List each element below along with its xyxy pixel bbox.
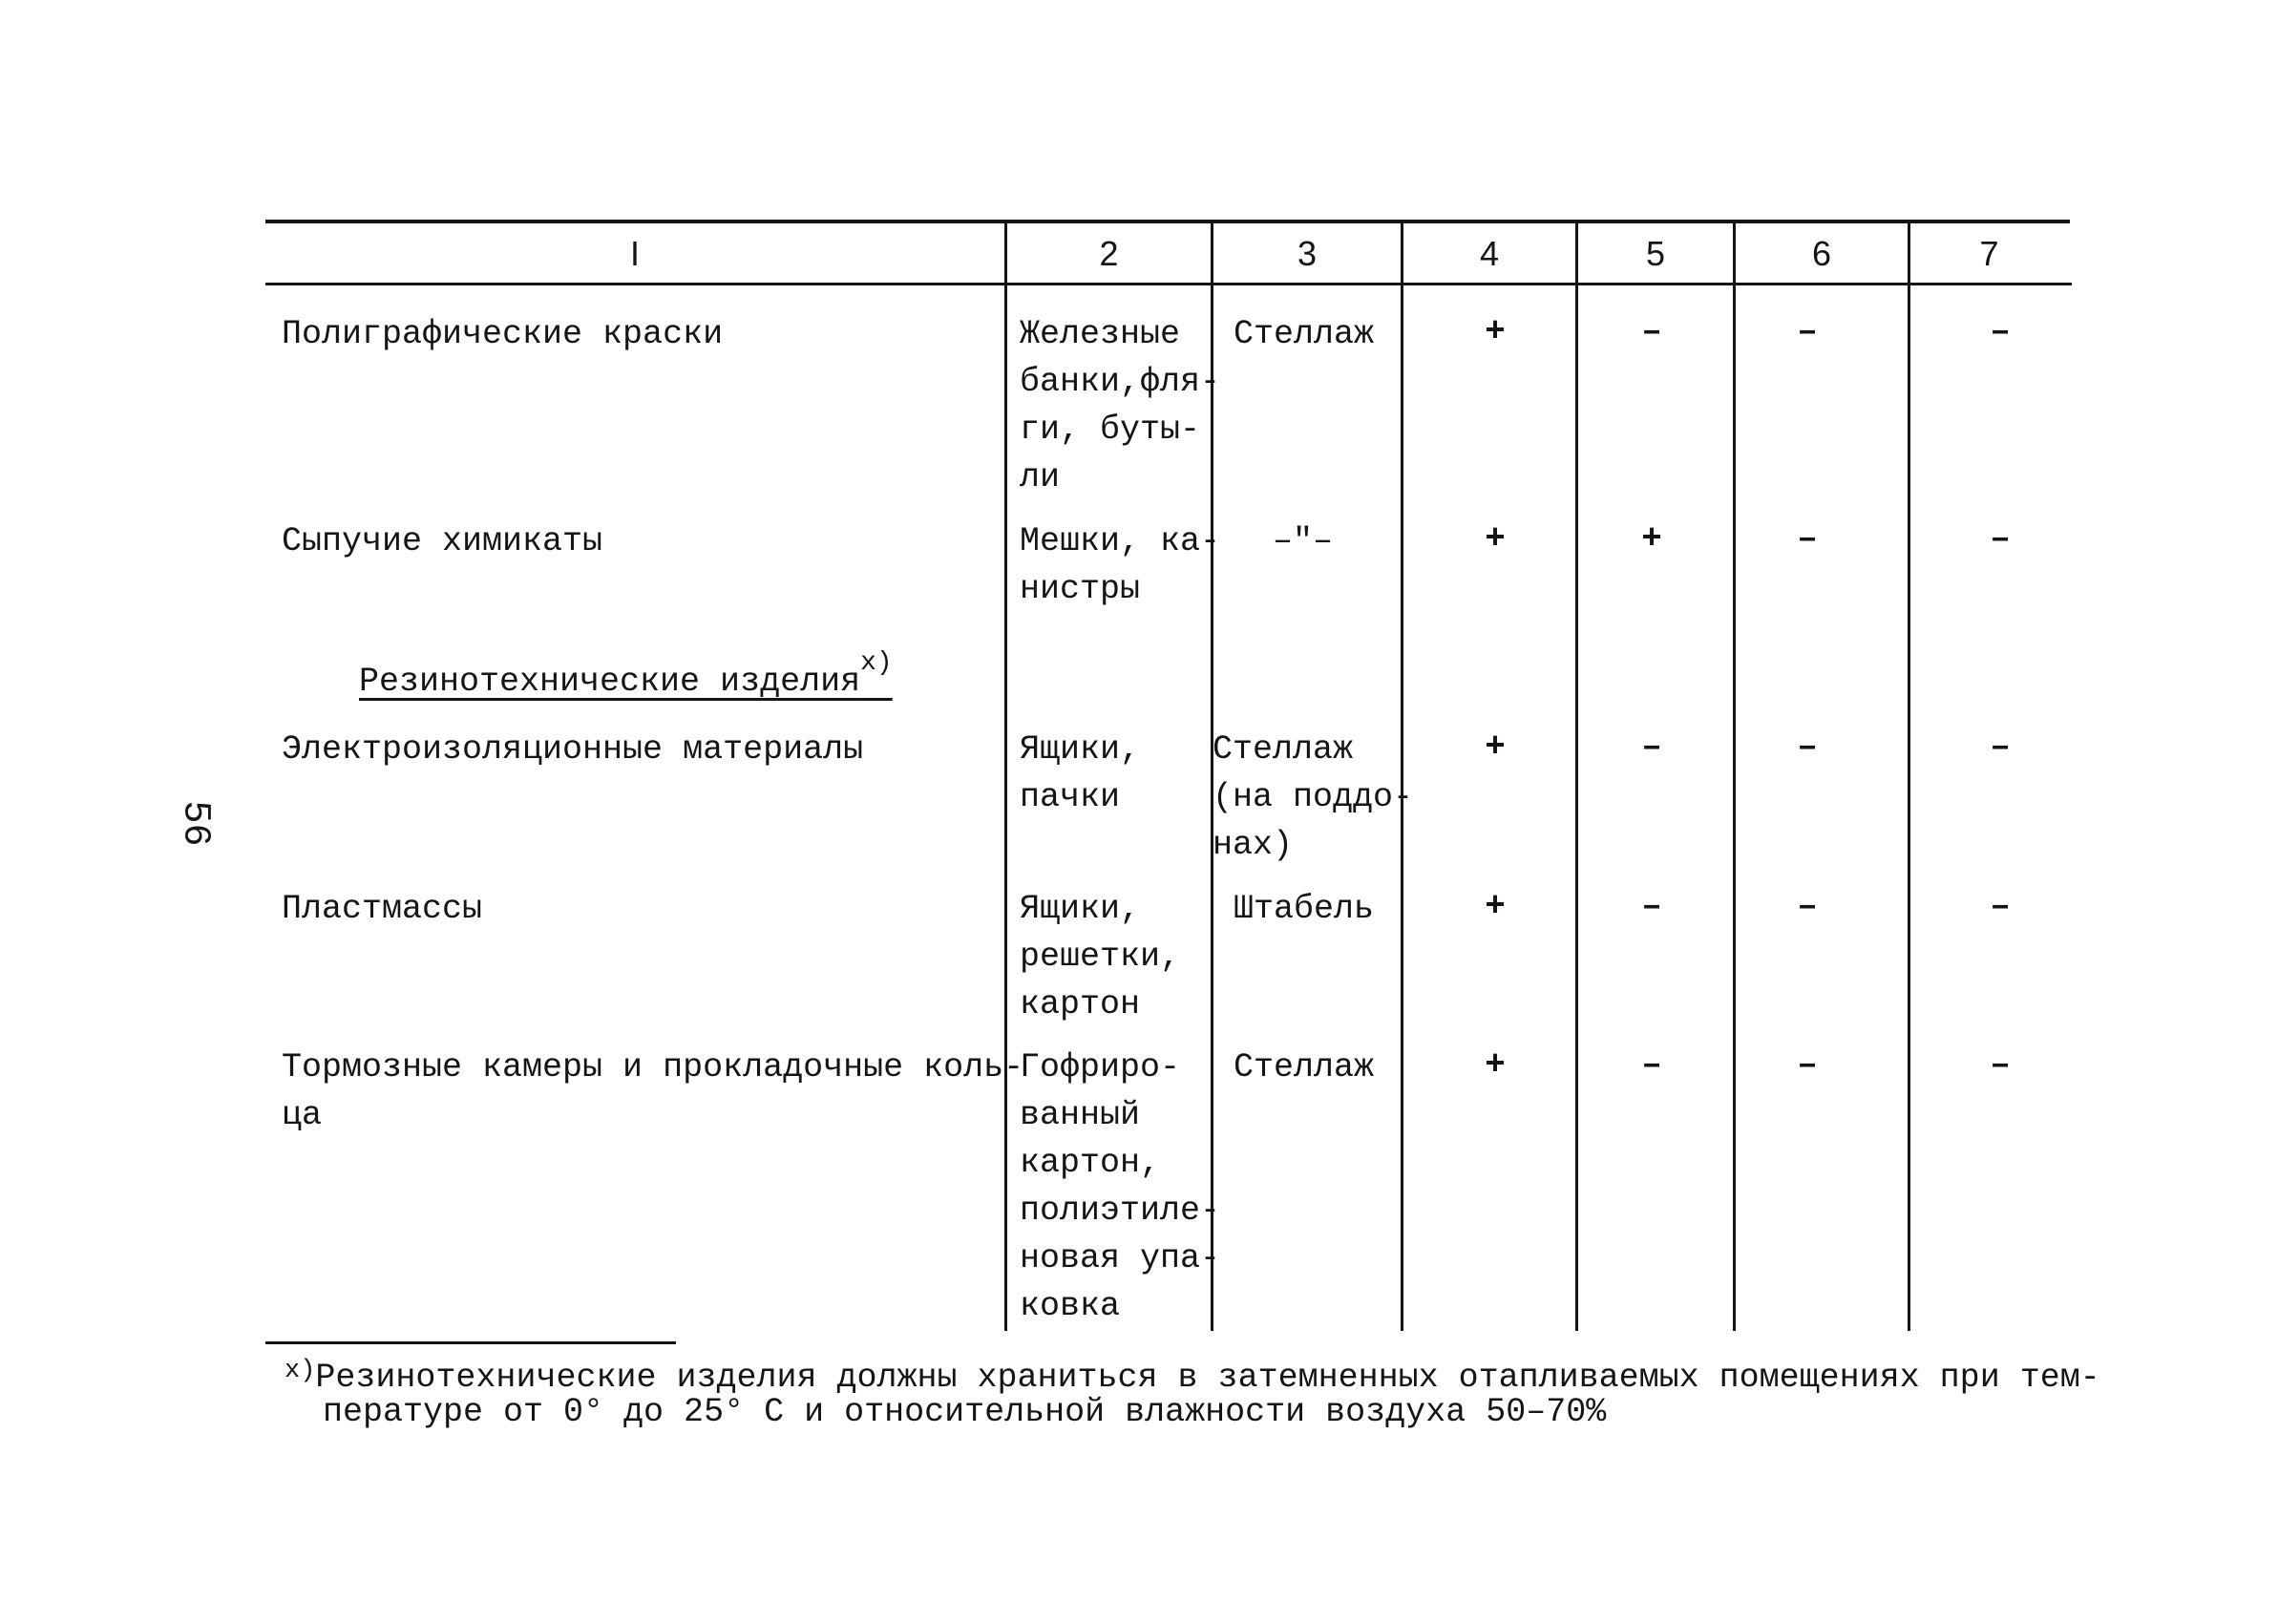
column-divider	[1004, 221, 1007, 1331]
table-row-4-storage: Штабель	[1234, 890, 1375, 928]
footnote-line-2: пературе от 0° до 25° С и относительной влажности воздуха 50–70%	[323, 1393, 1607, 1431]
table-row-3-storage: Стеллаж (на поддо- нах)	[1213, 730, 1414, 864]
table-row-2-col4: +	[1485, 519, 1506, 559]
section-title: Резинотехнические изделия$^{x)}$	[359, 648, 893, 701]
column-divider	[1908, 221, 1910, 1331]
page-number: 56	[173, 800, 217, 847]
table-row-3-col4: +	[1485, 728, 1506, 767]
table-row-5-packaging: Гофриро- ванный картон, полиэтиле- новая упа- ковка	[1020, 1048, 1221, 1325]
table-row-5-col7: –	[1990, 1045, 2011, 1085]
table-row-1-col6: –	[1797, 312, 1818, 351]
table-row-5-col4: +	[1485, 1045, 1506, 1085]
table-row-2-packaging: Мешки, ка- нистры	[1020, 522, 1221, 608]
table-row-4-col7: –	[1990, 887, 2011, 926]
table-row-4-packaging: Ящики, решетки, картон	[1020, 890, 1181, 1023]
table-row-5-material: Тормозные камеры и прокладочные коль- ца	[282, 1048, 1024, 1134]
table-row-4-material: Пластмассы	[282, 890, 483, 928]
column-header-4: 4	[1479, 234, 1500, 273]
table-row-1-col7: –	[1990, 312, 2011, 351]
table-row-2-col6: –	[1797, 519, 1818, 559]
table-header-rule	[265, 283, 2072, 285]
table-row-3-col5: –	[1641, 728, 1662, 767]
table-row-3-col6: –	[1797, 728, 1818, 767]
table-row-4-col6: –	[1797, 887, 1818, 926]
column-header-3: 3	[1297, 234, 1318, 273]
table-row-5-col5: –	[1641, 1045, 1662, 1085]
section-footnote-mark: x)	[860, 648, 893, 678]
table-row-3-material: Электроизоляционные материалы	[282, 730, 864, 769]
footnote-rule	[265, 1341, 676, 1344]
table-row-2-col7: –	[1990, 519, 2011, 559]
table-row-1-packaging: Железные банки,фля- ги, буты- ли	[1020, 315, 1221, 496]
table-row-1-storage: Стеллаж	[1234, 315, 1375, 353]
table-row-2-storage: –"–	[1273, 522, 1334, 560]
table-row-2-material: Сыпучие химикаты	[282, 522, 603, 560]
footnote	[285, 1354, 2100, 1429]
table-row-5-storage: Стеллаж	[1234, 1048, 1375, 1086]
column-header-5: 5	[1645, 234, 1666, 273]
table-row-4-col5: –	[1641, 887, 1662, 926]
table-row-2-col5: +	[1641, 519, 1662, 559]
column-header-7: 7	[1979, 234, 1999, 273]
table-row-4-col4: +	[1485, 887, 1506, 926]
table-row-1-col4: +	[1485, 312, 1506, 351]
table-top-rule	[265, 220, 2070, 223]
table-row-3-packaging: Ящики, пачки	[1020, 730, 1141, 816]
footnote-mark: x)	[285, 1357, 316, 1385]
column-header-6: 6	[1811, 234, 1832, 273]
column-header-1: I	[629, 234, 640, 273]
table-row-5-col6: –	[1797, 1045, 1818, 1085]
column-divider	[1733, 221, 1736, 1331]
column-divider	[1575, 221, 1578, 1331]
table-row-1-material: Полиграфические краски	[282, 315, 724, 353]
table-row-1-col5: –	[1641, 312, 1662, 351]
table-row-3-col7: –	[1990, 728, 2011, 767]
footnote-line-1: Резинотехнические изделия должны храниться в затемненных отапливаемых помещениях при тем-	[315, 1359, 2100, 1397]
column-header-2: 2	[1099, 234, 1119, 273]
